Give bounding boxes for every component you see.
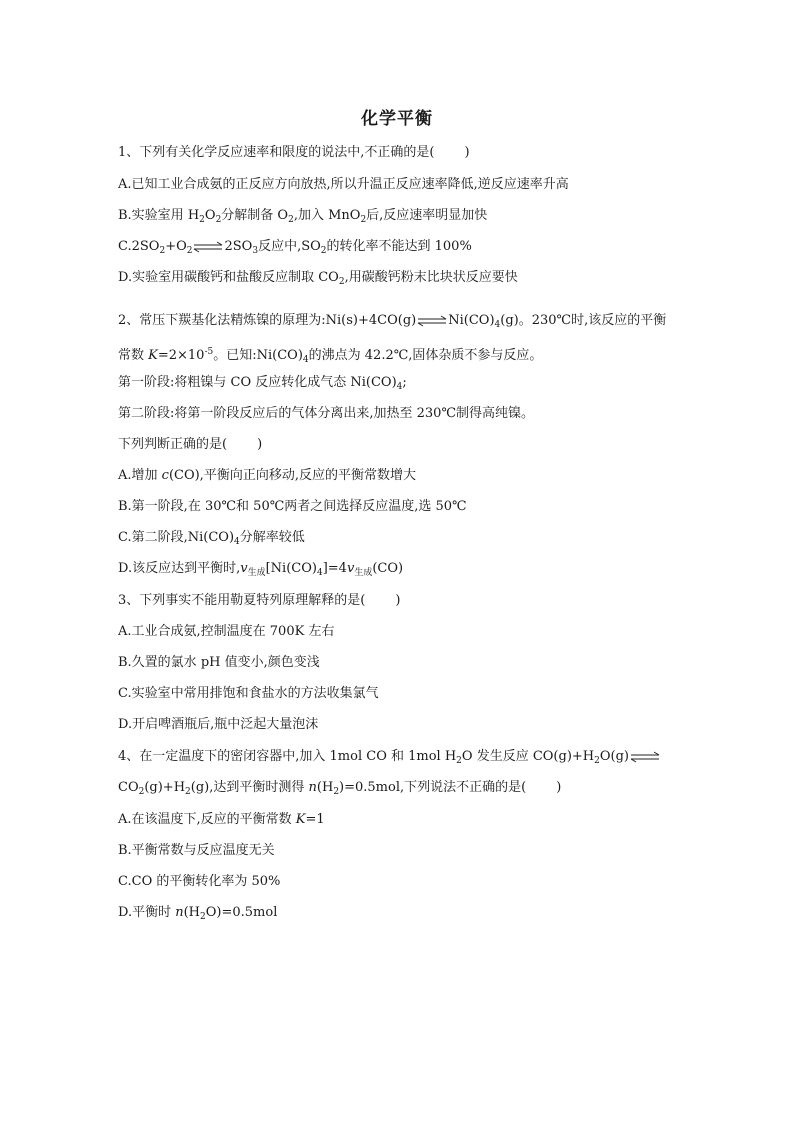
equilibrium-arrow-icon <box>630 751 660 763</box>
text-fragment: C.CO 的平衡转化率为 50% <box>118 874 281 889</box>
q2-ask <box>118 436 678 454</box>
text-fragment: D.开启啤酒瓶后,瓶中泛起大量泡沫 <box>118 717 319 732</box>
text-fragment: n <box>175 905 184 920</box>
text-fragment: B.平衡常数与反应温度无关 <box>118 843 275 858</box>
text-fragment: 4 <box>396 382 403 392</box>
text-fragment: ; <box>402 375 407 390</box>
text-fragment: =1 <box>305 812 325 827</box>
q4-option-a <box>118 811 678 829</box>
text-fragment: ,用碳酸钙粉末比块状反应要快 <box>344 270 518 285</box>
text-fragment: O 发生反应 CO(g)+H <box>461 749 595 764</box>
q4-stem-line1 <box>118 748 678 770</box>
text-fragment: 第一阶段:将粗镍与 CO 反应转化成气态 Ni(CO) <box>118 375 397 390</box>
text-fragment: A.在该温度下,反应的平衡常数 <box>118 812 296 827</box>
text-fragment: 2 <box>594 756 600 766</box>
q1-stem <box>118 144 678 162</box>
text-fragment: 4 <box>302 355 309 365</box>
q3-option-b <box>118 654 678 672</box>
text-fragment: 2 <box>200 912 206 922</box>
text-fragment: D.实验室用碳酸钙和盐酸反应制取 CO <box>118 270 339 285</box>
q2-stem-line1 <box>118 312 678 334</box>
text-fragment: 2 <box>199 215 205 225</box>
text-fragment: 的沸点为 42.2℃,固体杂质不参与反应。 <box>308 348 543 363</box>
text-fragment: 2 <box>456 756 462 766</box>
text-fragment: 4 <box>316 568 323 578</box>
q1-option-d <box>118 269 678 291</box>
text-fragment: (g)。230℃时,该反应的平衡 <box>500 313 667 328</box>
text-fragment: ,加入 MnO <box>293 208 361 223</box>
text-fragment: 常数 <box>118 348 149 363</box>
text-fragment: 2 <box>138 787 145 797</box>
text-fragment: 4 <box>234 537 240 547</box>
text-fragment: [Ni(CO) <box>265 561 317 576</box>
q3-option-d <box>118 716 678 734</box>
text-fragment: (CO),平衡向正向移动,反应的平衡常数增大 <box>168 468 416 483</box>
q2-option-d <box>118 560 678 582</box>
text-fragment: 1、下列有关化学反应速率和限度的说法中,不正确的是( <box>118 145 435 160</box>
text-fragment: O)=0.5mol <box>205 905 278 920</box>
q4-stem-line2 <box>118 779 678 801</box>
text-fragment: c <box>161 468 169 483</box>
text-fragment: CO <box>118 780 139 795</box>
text-fragment: 2 <box>159 246 166 256</box>
text-fragment: C.2SO <box>118 239 160 254</box>
text-fragment: (H <box>183 905 201 920</box>
equilibrium-arrow-icon <box>193 241 223 253</box>
q2-option-a <box>118 467 678 485</box>
q3-option-a <box>118 623 678 641</box>
text-fragment: 。已知:Ni(CO) <box>213 348 303 363</box>
q1-option-b <box>118 207 678 229</box>
text-fragment: 分解率较低 <box>239 530 305 545</box>
text-fragment: B.第一阶段,在 30℃和 50℃两者之间选择反应温度,选 50℃ <box>118 499 467 514</box>
text-fragment: =2×10 <box>157 348 205 363</box>
q4-option-d <box>118 904 678 926</box>
text-fragment: (g),达到平衡时测得 <box>190 780 309 795</box>
text-fragment: ) <box>257 437 263 452</box>
text-fragment: 2 <box>333 787 340 797</box>
text-fragment: 生成 <box>247 568 266 578</box>
text-fragment: B.实验室用 H <box>118 208 200 223</box>
text-fragment: n <box>308 780 317 795</box>
text-fragment: 第二阶段:将第一阶段反应后的气体分离出来,加热至 230℃制得高纯镍。 <box>118 406 535 421</box>
text-fragment: 2、常压下羰基化法精炼镍的原理为:Ni(s)+4CO(g) <box>118 313 417 328</box>
text-fragment: O(g) <box>599 749 629 764</box>
text-fragment: (CO) <box>372 561 404 576</box>
q4-option-c <box>118 873 678 891</box>
q3-stem <box>118 592 678 610</box>
text-fragment: ) <box>556 780 562 795</box>
text-fragment: A.工业合成氨,控制温度在 700K 左右 <box>118 624 335 639</box>
q1-option-a <box>118 176 678 194</box>
text-fragment: O <box>204 208 216 223</box>
text-fragment: 4、在一定温度下的密闭容器中,加入 1mol CO 和 1mol H <box>118 749 457 764</box>
text-fragment: D.平衡时 <box>118 905 176 920</box>
text-fragment: (g)+H <box>144 780 186 795</box>
text-fragment: 3、下列事实不能用勒夏特列原理解释的是( <box>118 593 366 608</box>
text-fragment: v <box>240 561 248 576</box>
text-fragment: C.实验室中常用排饱和食盐水的方法收集氯气 <box>118 686 379 701</box>
text-fragment: 2SO <box>224 239 253 254</box>
text-fragment: 2 <box>338 277 345 287</box>
text-fragment: B.久置的氯水 pH 值变小,颜色变浅 <box>118 655 320 670</box>
q3-option-c <box>118 685 678 703</box>
text-fragment: 2 <box>360 215 367 225</box>
text-fragment: ) <box>395 593 401 608</box>
q1-option-c <box>118 238 678 260</box>
text-fragment: )=0.5mol,下列说法不正确的是( <box>339 780 527 795</box>
text-fragment: v <box>346 561 355 576</box>
text-fragment: 4 <box>494 320 501 330</box>
text-fragment: 2 <box>320 246 327 256</box>
text-fragment: K <box>295 812 306 827</box>
text-fragment: A.增加 <box>118 468 162 483</box>
text-fragment: ]=4 <box>322 561 347 576</box>
text-fragment: (H <box>316 780 334 795</box>
text-fragment: D.该反应达到平衡时, <box>118 561 241 576</box>
text-fragment: K <box>148 348 158 363</box>
text-fragment: 的转化率不能达到 100% <box>326 239 472 254</box>
text-fragment: ) <box>464 145 470 160</box>
text-fragment: 生成 <box>354 568 373 578</box>
text-fragment: 2 <box>185 787 191 797</box>
text-fragment: 后,反应速率明显加快 <box>366 208 488 223</box>
text-fragment: Ni(CO) <box>448 313 495 328</box>
q2-option-c <box>118 529 678 551</box>
text-fragment: 2 <box>186 246 193 256</box>
text-fragment: A.已知工业合成氨的正反应方向放热,所以升温正反应速率降低,逆反应速率升高 <box>118 177 569 192</box>
text-fragment: +O <box>165 239 187 254</box>
q4-option-b <box>118 842 678 860</box>
page-title: 化学平衡 <box>361 109 433 129</box>
text-fragment: 分解制备 O <box>221 208 289 223</box>
q2-step2 <box>118 405 678 423</box>
text-fragment: 3 <box>252 246 259 256</box>
equilibrium-arrow-icon <box>417 315 447 327</box>
text-fragment: 2 <box>215 215 222 225</box>
text-fragment: 反应中,SO <box>258 239 321 254</box>
text-fragment: 下列判断正确的是( <box>118 437 228 452</box>
text-fragment: 2 <box>288 215 294 225</box>
q2-stem-line2 <box>118 343 678 369</box>
text-fragment: -5 <box>204 347 214 357</box>
q2-step1 <box>118 374 678 396</box>
q2-option-b <box>118 498 678 516</box>
text-fragment: C.第二阶段,Ni(CO) <box>118 530 235 545</box>
